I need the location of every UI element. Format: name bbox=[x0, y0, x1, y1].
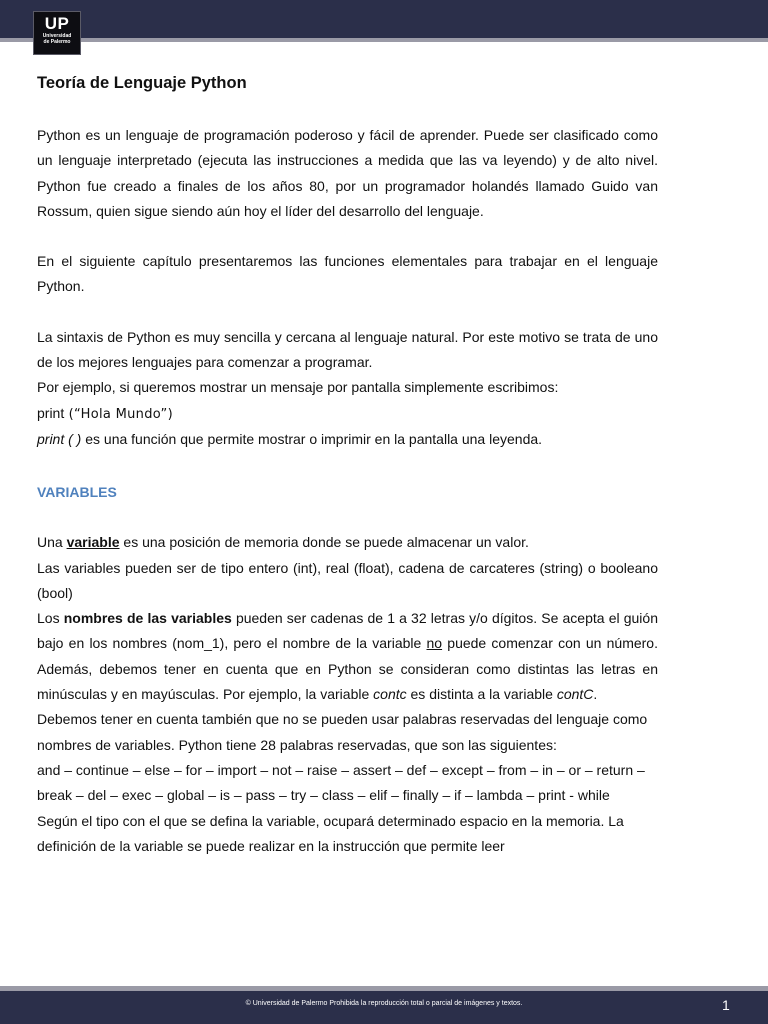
logo-line-2: de Palermo bbox=[43, 39, 71, 45]
print-function-name: print ( ) bbox=[37, 430, 82, 447]
university-logo bbox=[33, 11, 81, 55]
text-span: Los bbox=[37, 610, 64, 627]
text-span: es distinta a la variable bbox=[406, 686, 557, 703]
text-span: Una bbox=[37, 534, 67, 551]
variable-definition bbox=[37, 530, 658, 555]
variable-types: Las variables pueden ser de tipo entero (int), real (float), cadena de carcateres (string) o booleano (bool) bbox=[37, 559, 658, 601]
text-span: es una posición de memoria donde se puede almacenar un valor. bbox=[119, 534, 529, 551]
page-number: 1 bbox=[722, 997, 730, 1013]
print-description bbox=[37, 427, 658, 452]
paragraph-example: Por ejemplo, si queremos mostrar un mensaje por pantalla simplemente escribimos: bbox=[37, 379, 559, 396]
page-title: Teoría de Lenguaje Python bbox=[37, 74, 247, 92]
example-contc: contc bbox=[373, 686, 407, 703]
document-body bbox=[37, 70, 658, 859]
print-argument: (“Hola Mundo”) bbox=[64, 406, 173, 422]
code-example bbox=[37, 401, 658, 427]
text-span: puede comenzar con un número. Además, debemos tener en cuenta que en Python se consideran como distintas las letras en minúsculas y en mayúsculas. Por ejemplo, la variable bbox=[37, 635, 658, 703]
paragraph-syntax: La sintaxis de Python es muy sencilla y cercana al lenguaje natural. Por este motivo se trata de uno de los mejores lenguajes para comenzar a programar. bbox=[37, 328, 658, 371]
text-span: pueden ser cadenas de 1 a 32 letras y/o dígitos. Se acepta el guión bajo en los nombres (nom_1), pero el nombre de la variable bbox=[37, 610, 658, 652]
term-variable: variable bbox=[66, 534, 120, 551]
logo-line-1: Universidad bbox=[42, 33, 72, 39]
paragraph-chapter: En el siguiente capítulo presentaremos las funciones elementales para trabajar en el lenguaje Python. bbox=[37, 253, 658, 295]
print-description-text: es una función que permite mostrar o imprimir en la pantalla una leyenda. bbox=[81, 430, 543, 447]
footer-copyright: © Universidad de Palermo Prohibida la reproducción total o parcial de imágenes y textos. bbox=[245, 1000, 523, 1007]
header-bar bbox=[0, 0, 768, 38]
paragraph-intro: Python es un lenguaje de programación poderoso y fácil de aprender. Puede ser clasificado como un lenguaje interpretado (ejecuta las instrucciones a medida que las va leyendo) y de alto nivel. Python fue creado a finales de los años 80, por un programador holandés llamado Guido van Rossum, quien sigue siendo aún hoy el líder del desarrollo del lenguaje. bbox=[37, 127, 658, 219]
text-span: . bbox=[593, 686, 598, 703]
memory-paragraph: Según el tipo con el que se defina la variable, ocupará determinado espacio en la memoria. La definición de la variable se puede realizar en la instrucción que permite leer bbox=[37, 812, 624, 854]
emphasis-no: no bbox=[426, 635, 443, 652]
print-keyword: print bbox=[37, 404, 65, 421]
header-divider bbox=[0, 38, 768, 42]
example-contC: contC bbox=[556, 686, 594, 703]
term-variable-names: nombres de las variables bbox=[63, 610, 232, 627]
variable-naming-rules bbox=[37, 606, 658, 707]
logo-initials: UP bbox=[44, 14, 70, 33]
footer-bar bbox=[0, 991, 768, 1024]
section-heading-variables: VARIABLES bbox=[37, 484, 117, 501]
reserved-words-list: and – continue – else – for – import – not – raise – assert – def – except – from – in – or – return – break – del – exec – global – is – pass – try – class – elif – finally – if – lambda – print - while bbox=[37, 761, 645, 804]
reserved-words-intro: Debemos tener en cuenta también que no se pueden usar palabras reservadas del lenguaje como nombres de variables. Python tiene 28 palabras reservadas, que son las siguientes: bbox=[37, 711, 648, 753]
